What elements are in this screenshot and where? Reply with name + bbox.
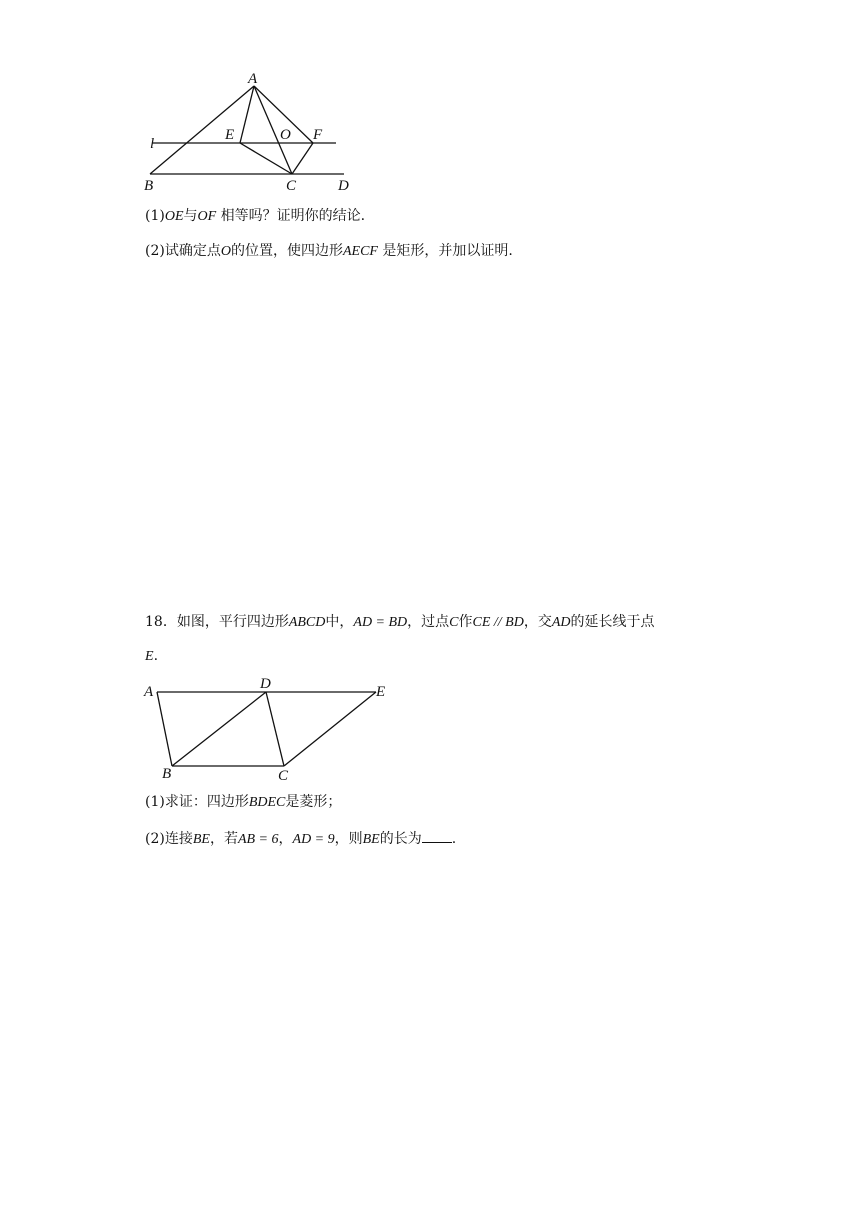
q18-part2-t3: ，则: [334, 831, 363, 847]
q17-part1-rest: 相等吗？证明你的结论.: [220, 208, 366, 224]
q18-part2-t1: ，若: [209, 831, 238, 847]
q18-stem-t5: 的延长线于点: [570, 614, 655, 630]
q18-ce-parallel-bd: CE // BD: [472, 615, 524, 630]
q18-part1: [145, 792, 341, 813]
segment-ec: [240, 143, 292, 174]
q17-part1: [145, 206, 365, 227]
q17-part2-num: (2): [145, 243, 165, 259]
q18-num: 18．如图，平行四边形: [145, 614, 289, 630]
q18-ad: AD: [551, 615, 571, 630]
q17-part2-aecf: AECF: [342, 244, 378, 259]
q18-part2-num: (2): [145, 831, 165, 847]
label-a: A: [248, 71, 258, 87]
q17-part1-oe: OE: [164, 209, 184, 224]
q18-stem: [145, 612, 655, 633]
q18-abcd: ABCD: [288, 615, 326, 630]
label-f: F: [313, 127, 323, 143]
segment-bd: [172, 692, 266, 766]
q18-stem-t3: 作: [458, 614, 473, 630]
q18-stem-cont: [145, 646, 158, 667]
q18-part2-ab: AB = 6: [237, 832, 279, 847]
q17-part2-o: O: [220, 244, 231, 259]
q17-part2-pre: 试确定点: [164, 243, 221, 259]
label-d: D: [260, 676, 271, 692]
q18-part2-t4: 的长为: [379, 831, 422, 847]
q18-part1-rest: 是菱形；: [285, 794, 342, 810]
q17-part1-num: (1): [145, 208, 165, 224]
q18-part2-ad: AD = 9: [292, 832, 335, 847]
q18-part2-be2: BE: [362, 832, 380, 847]
q18-part2-be: BE: [192, 832, 210, 847]
label-e: E: [225, 127, 235, 143]
q17-part2-mid: 的位置，使四边形: [230, 243, 343, 259]
q17-part2-rest: 是矩形，并加以证明.: [382, 243, 513, 259]
label-c: C: [278, 768, 289, 784]
label-l: l: [150, 136, 155, 152]
q18-part2: [145, 828, 456, 850]
q18-stem-t6: .: [153, 648, 159, 664]
q17-figure: [140, 66, 370, 196]
q18-eq-ad-bd: AD = BD: [353, 615, 408, 630]
label-e: E: [376, 684, 386, 700]
q18-part2-t2: ，: [278, 831, 293, 847]
q18-figure: [140, 674, 400, 786]
q18-part2-t5: .: [451, 831, 457, 847]
q18-part1-num: (1): [145, 794, 165, 810]
label-b: B: [144, 178, 154, 194]
label-a: A: [144, 684, 154, 700]
segment-fc: [292, 143, 313, 174]
q17-part2: [145, 241, 513, 262]
label-o: O: [280, 127, 291, 143]
segment-ab: [150, 86, 254, 174]
answer-blank[interactable]: [422, 828, 452, 843]
q18-part2-pre: 连接: [164, 831, 193, 847]
q18-e: E: [145, 649, 154, 664]
q18-stem-t4: ，交: [523, 614, 552, 630]
q17-part1-yu: 与: [183, 208, 198, 224]
q18-c: C: [449, 615, 459, 630]
segment-ae: [240, 86, 254, 143]
label-c: C: [286, 178, 297, 194]
q18-part1-pre: 求证：四边形: [164, 794, 249, 810]
segment-ab: [157, 692, 172, 766]
q18-stem-t2: ，过点: [407, 614, 450, 630]
label-d: D: [338, 178, 349, 194]
label-b: B: [162, 766, 172, 782]
q18-part1-bdec: BDEC: [248, 795, 286, 810]
q17-part1-of: OF: [197, 209, 217, 224]
segment-dc: [266, 692, 284, 766]
segment-ce: [284, 692, 376, 766]
q18-stem-t1: 中，: [325, 614, 354, 630]
